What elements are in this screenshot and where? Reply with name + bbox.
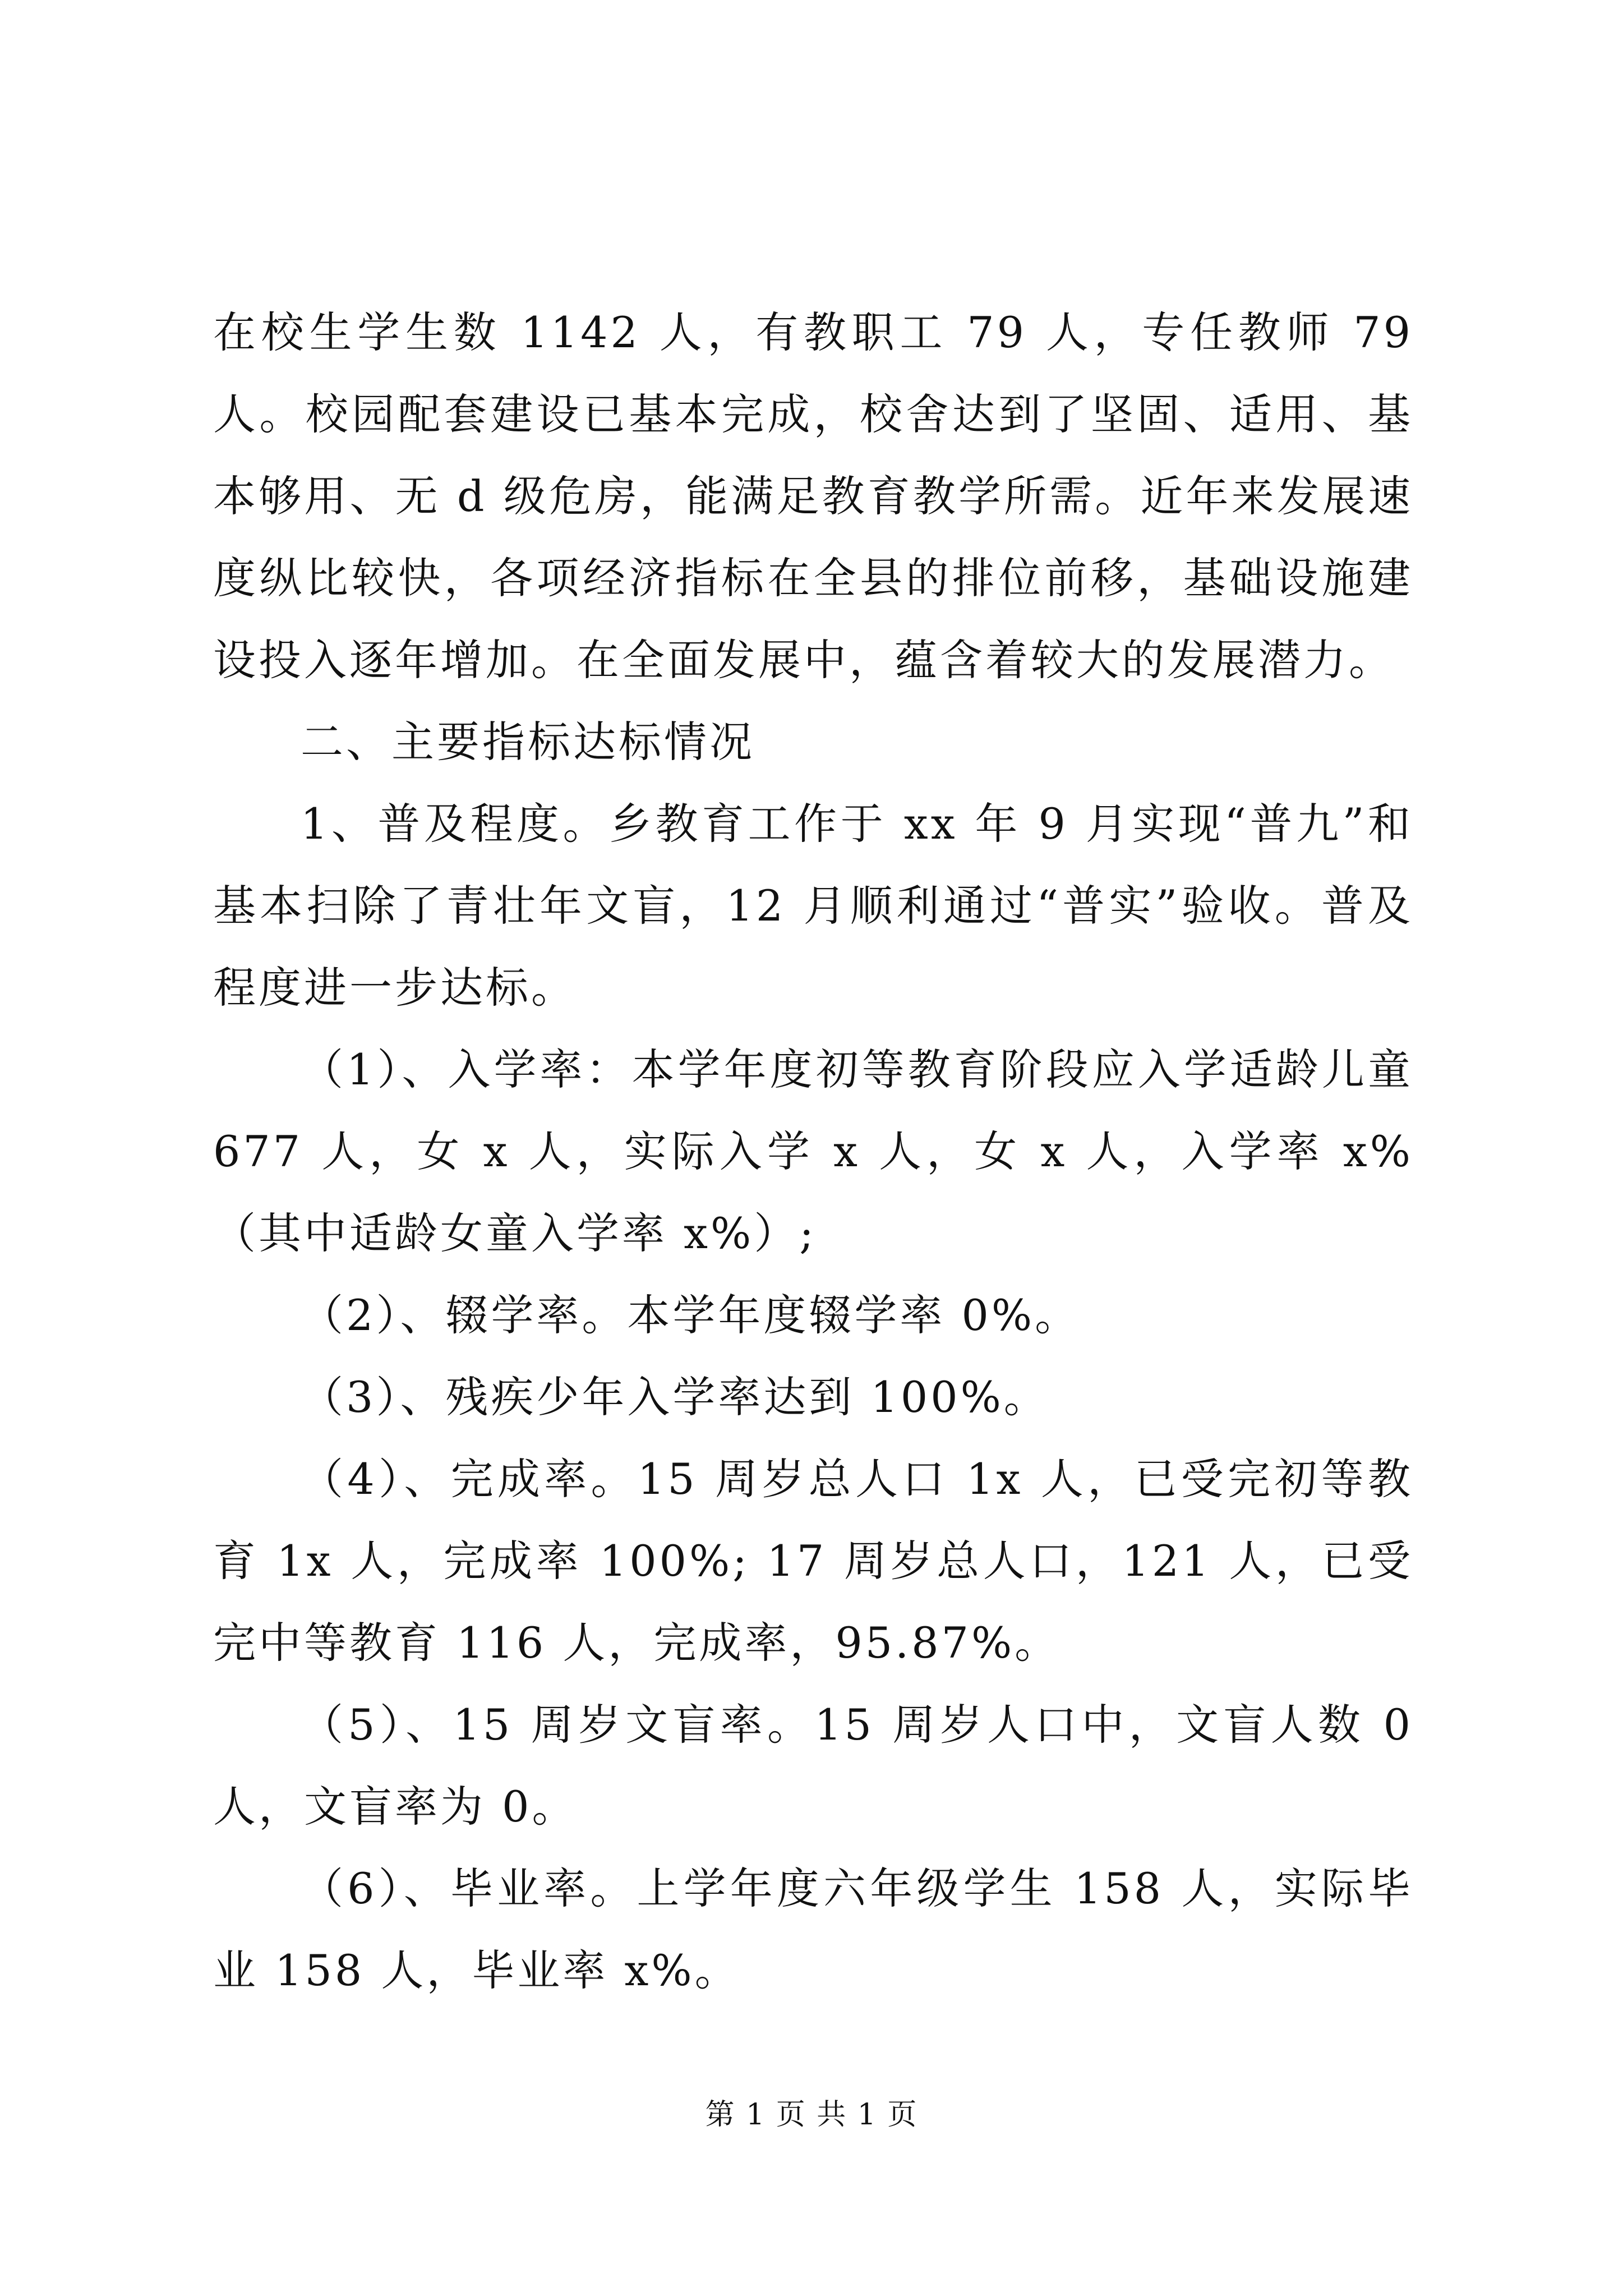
paragraph-illiteracy-rate: （5）、15 周岁文盲率。15 周岁人口中，文盲人数 0 人，文盲率为 0。 [213, 1700, 1413, 1832]
paragraph-graduation-rate: （6）、毕业率。上学年度六年级学生 158 人，实际毕业 158 人，毕业率 x%。 [213, 1864, 1413, 1995]
paragraph-school-overview: 在校生学生数 1142 人，有教职工 79 人，专任教师 79 人。校园配套建设已基本完成，校舍达到了坚固、适用、基本够用、无 d 级危房，能满足教育教学所需。近年来发展速度纵比较快，各项经济指标在全县的排位前移，基础设施建设投入逐年增加。在全面发展中，蕴含着较大的发展潜力。 [213, 307, 1413, 685]
document-body [213, 292, 1413, 2012]
section-heading-main-indicators: 二、主要指标达标情况 [301, 717, 755, 767]
paragraph-disabled-enrollment: （3）、残疾少年入学率达到 100%。 [301, 1372, 1049, 1422]
paragraph-popularization: 1、普及程度。乡教育工作于 xx 年 9 月实现“普九”和基本扫除了青壮年文盲，12 月顺利通过“普实”验收。普及程度进一步达标。 [213, 799, 1413, 1013]
page-number-footer: 第 1 页 共 1 页 [705, 2098, 918, 2132]
paragraph-dropout-rate: （2）、辍学率。本学年度辍学率 0%。 [301, 1290, 1081, 1340]
paragraph-enrollment-rate: （1）、入学率：本学年度初等教育阶段应入学适龄儿童 677 人，女 x 人，实际入学 x 人，女 x 人，入学率 x%（其中适龄女童入学率 x%）; [213, 1045, 1413, 1258]
paragraph-completion-rate: （4）、完成率。15 周岁总人口 1x 人，已受完初等教育 1x 人，完成率 100%; 17 周岁总人口，121 人，已受完中等教育 116 人，完成率，95.87%。 [213, 1454, 1413, 1668]
